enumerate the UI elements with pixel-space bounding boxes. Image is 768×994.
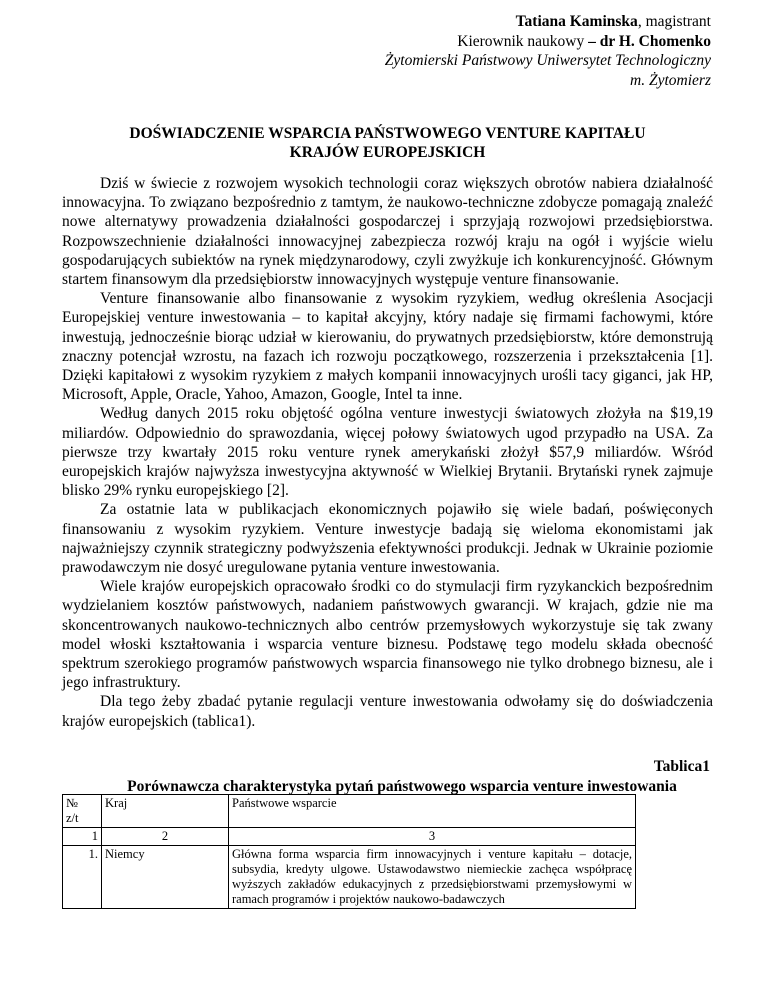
- author-block: [385, 12, 711, 90]
- paragraph: Według danych 2015 roku objętość ogólna venture inwestycji światowych złożyła na $19,19 miliardów. Odpowiednio do sprawozdania, więcej połowy światowych ugod przypadło na USA. Za pierwsze trzy kwartały 2015 roku venture rynek amerykański złożył $57,9 miliardów. Wśród europejskich krajów najwyższa inwestycyjna aktywność w Wielkiej Brytanii. Brytański rynek zajmuje blisko 29% rynku europejskiego [2].: [62, 405, 713, 500]
- table-title: Porównawcza charakterystyka pytań państwowego wsparcia venture inwestowania: [127, 778, 677, 795]
- header-number: № z/t: [63, 795, 102, 828]
- university-name: Żytomierski Państwowy Uniwersytet Technologiczny: [384, 52, 711, 69]
- title-line-1: DOŚWIADCZENIE WSPARCIA PAŃSTWOWEGO VENTURE KAPITAŁU: [129, 125, 646, 142]
- author-line: [385, 12, 711, 32]
- table-header-row: [63, 795, 636, 828]
- paragraph: Dla tego żeby zbadać pytanie regulacji venture inwestowania odwołamy się do doświadczenia krajów europejskich (tablica1).: [62, 693, 713, 730]
- supervisor-name: – dr H. Chomenko: [588, 32, 711, 50]
- article-body: [62, 174, 713, 731]
- table-number-row: [63, 828, 636, 846]
- supervisor-line: [385, 32, 711, 52]
- row-country: Niemcy: [102, 846, 229, 909]
- author-role: , magistrant: [637, 13, 711, 30]
- column-number-1: 1: [63, 828, 102, 846]
- paragraph: Za ostatnie lata w publikacjach ekonomicznych pojawiło się wiele badań, poświęconych finansowaniu z wysokim ryzykiem. Venture inwestycje badają się wieloma ekonomistami jak najważniejszy czynnik strategiczny podwyższenia efektywności produkcji. Jednak w Ukrainie poziomie prawodawczym nie dosyć uregulowane pytania venture inwestowania.: [62, 501, 713, 577]
- column-number-3: 3: [229, 828, 636, 846]
- city-name: m. Żytomierz: [630, 71, 711, 89]
- supervisor-prefix: Kierownik naukowy: [457, 32, 589, 50]
- paragraph: Venture finansowanie albo finansowanie z wysokim ryzykiem, według określenia Asocjacji Europejskiej venture inwestowania – to kapitał akcyjny, który nadaje się firmami fachowymi, które inwestują, jednocześnie biorąc udział w kierowaniu, do prywatnych przedsiębiorstw, które demonstrują znaczny potencjał wzrostu, na fazach ich rozwoju początkowego, rozszerzenia i przekształcenia [1]. Dzięki kapitałowi z wysokim ryzykiem z małych kompanii innowacyjnych urośli tacy giganci, jak HP, Microsoft, Apple, Oracle, Yahoo, Amazon, Google, Intel ta inne.: [62, 290, 713, 404]
- article-title: [60, 124, 715, 162]
- paragraph: Wiele krajów europejskich opracowało środki co do stymulacji firm ryzykanckich bezpośrednim wydzielaniem kosztów państwowych, nadaniem państwowych gwarancji. W krajach, gdzie nie ma skoncentrowanych naukowo-technicznych albo centrów przemysłowych wykorzystuje się tak zwany model włoski kształtowania i wsparcia venture biznesu. Podstawę tego modelu składa obecność spektrum szerokiego programów państwowych wsparcia finansowego nie tylko drobnego biznesu, ale i jego infrastruktury.: [62, 578, 713, 692]
- table-label: Tablica1: [653, 758, 710, 775]
- header-country: Kraj: [102, 795, 229, 828]
- row-number: 1.: [63, 846, 102, 909]
- title-line-2: KRAJÓW EUROPEJSKICH: [289, 144, 486, 161]
- paragraph: Dziś w świecie z rozwojem wysokich technologii coraz większych obrotów nabiera działalność innowacyjna. To związano bezpośrednio z tamtym, że naukowo-techniczne zdobycze pomagają znaleźć nowe alternatywy prowadzenia działalności gospodarczej i sprzyjają rozwojowi przedsiębiorstwa. Rozpowszechnienie działalności innowacyjnej zabezpiecza rozwój kraju na ogół i wyjście wielu gospodarujących subiektów na rynek międzynarodowy, czyli zwyżkuje ich konkurencyjność. Głównym startem finansowym dla przedsiębiorstw innowacyjnych występuje venture finansowanie.: [62, 175, 713, 289]
- comparison-table: [62, 794, 636, 909]
- header-support: Państwowe wsparcie: [229, 795, 636, 828]
- column-number-2: 2: [102, 828, 229, 846]
- table-row: [63, 846, 636, 909]
- author-name: Tatiana Kaminska: [515, 13, 638, 30]
- row-support: Główna forma wsparcia firm innowacyjnych i venture kapitału – dotacje, subsydia, kredyty ulgowe. Ustawodawstwo niemieckie zachęca współpracę wyższych zakładów edukacyjnych z przedsiębiorstwami przemysłowymi w ramach programów i projektów naukowo-badawczych: [229, 846, 636, 909]
